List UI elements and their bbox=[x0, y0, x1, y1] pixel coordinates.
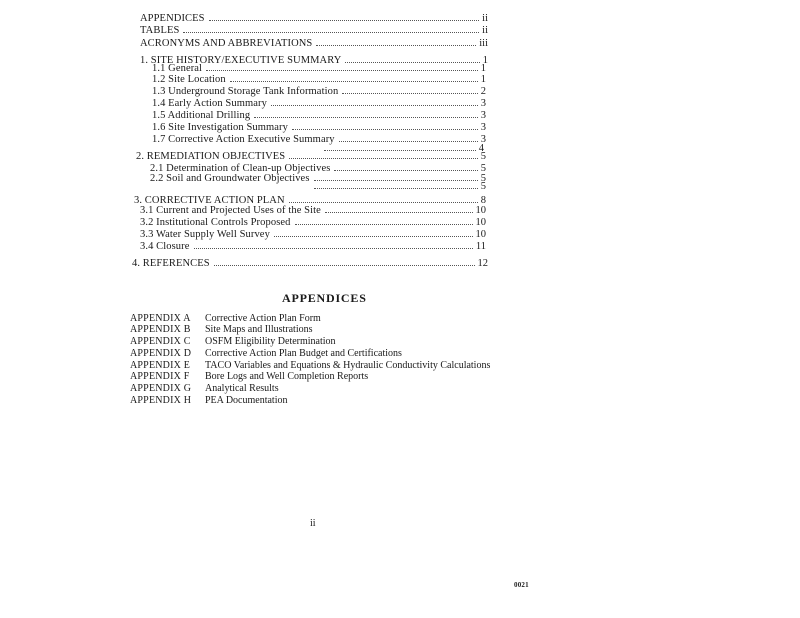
toc-leader bbox=[325, 212, 473, 213]
toc-leader bbox=[274, 236, 473, 237]
toc-label: 2.2 Soil and Groundwater Objectives bbox=[150, 173, 310, 184]
toc-label: 3.2 Institutional Controls Proposed bbox=[140, 217, 291, 228]
toc-entry-1-5 bbox=[152, 110, 486, 122]
toc-page-number: 3 bbox=[480, 110, 486, 121]
toc-leader bbox=[289, 202, 478, 203]
toc-page-number: 1 bbox=[482, 55, 488, 66]
appendix-id: APPENDIX G bbox=[130, 383, 192, 394]
appendix-id: APPENDIX H bbox=[130, 395, 192, 406]
page-number: ii bbox=[310, 518, 316, 529]
toc-leader bbox=[342, 93, 477, 94]
toc-page-number: 5 bbox=[480, 151, 486, 162]
toc-label: 3.1 Current and Projected Uses of the Site bbox=[140, 205, 321, 216]
toc-leader bbox=[183, 32, 479, 33]
appendix-title: PEA Documentation bbox=[205, 395, 288, 406]
toc-page-number: 10 bbox=[475, 205, 486, 216]
toc-page-number: 3 bbox=[480, 122, 486, 133]
toc-page-number: 10 bbox=[475, 229, 486, 240]
toc-page-number: 1 bbox=[480, 74, 486, 85]
toc-leader bbox=[254, 117, 477, 118]
appendix-id: APPENDIX D bbox=[130, 348, 192, 359]
toc-label: 3.4 Closure bbox=[140, 241, 190, 252]
toc-label: 1.6 Site Investigation Summary bbox=[152, 122, 288, 133]
toc-entry-3-1 bbox=[140, 205, 486, 217]
appendix-title: Bore Logs and Well Completion Reports bbox=[205, 371, 369, 382]
appendix-title: Site Maps and Illustrations bbox=[205, 324, 313, 335]
toc-entry-section-2 bbox=[136, 151, 486, 163]
toc-entry-3-4 bbox=[140, 241, 486, 253]
toc-entry-1-4 bbox=[152, 98, 486, 110]
toc-leader bbox=[316, 45, 476, 46]
appendix-id: APPENDIX F bbox=[130, 371, 190, 382]
toc-entry-3-3 bbox=[140, 229, 486, 241]
toc-entry-3-2 bbox=[140, 217, 486, 229]
toc-leader bbox=[295, 224, 473, 225]
toc-label: 3.3 Water Supply Well Survey bbox=[140, 229, 270, 240]
toc-label: APPENDICES bbox=[140, 13, 205, 24]
toc-page-number: 10 bbox=[475, 217, 486, 228]
toc-label: 3. CORRECTIVE ACTION PLAN bbox=[134, 195, 285, 206]
toc-label: 1.4 Early Action Summary bbox=[152, 98, 267, 109]
toc-label: 2. REMEDIATION OBJECTIVES bbox=[136, 151, 286, 162]
toc-label: 2.1 Determination of Clean-up Objectives bbox=[150, 163, 331, 174]
appendix-id: APPENDIX B bbox=[130, 324, 191, 335]
toc-page-number: 5 bbox=[480, 163, 486, 174]
toc-entry-tables bbox=[140, 25, 488, 37]
toc-page-number: 11 bbox=[475, 241, 486, 252]
toc-leader bbox=[230, 81, 478, 82]
toc-page-number: 1 bbox=[480, 63, 486, 74]
toc-page-number: ii bbox=[482, 13, 488, 24]
appendix-title: Analytical Results bbox=[205, 383, 279, 394]
toc-entry-1-2 bbox=[152, 74, 486, 86]
toc-label: TABLES bbox=[140, 25, 180, 36]
toc-label: 1.5 Additional Drilling bbox=[152, 110, 251, 121]
toc-leader bbox=[289, 158, 478, 159]
toc-entry-section-4 bbox=[132, 258, 488, 270]
toc-leader bbox=[194, 248, 473, 249]
toc-entry-appendices bbox=[140, 13, 488, 25]
toc-leader bbox=[339, 141, 478, 142]
toc-entry-acronyms bbox=[140, 38, 488, 50]
toc-entry-continuation bbox=[310, 181, 486, 193]
toc-leader bbox=[209, 20, 480, 21]
appendix-title: TACO Variables and Equations & Hydraulic Conductivity Calculations bbox=[205, 360, 491, 371]
toc-label: ACRONYMS AND ABBREVIATIONS bbox=[140, 38, 313, 49]
toc-label: 1.7 Corrective Action Executive Summary bbox=[152, 134, 335, 145]
toc-entry-1-3 bbox=[152, 86, 486, 98]
toc-leader bbox=[314, 188, 478, 189]
toc-page-number: ii bbox=[482, 25, 488, 36]
bates-stamp: 0021 bbox=[514, 581, 529, 589]
toc-leader bbox=[334, 170, 477, 171]
appendix-id: APPENDIX A bbox=[130, 313, 191, 324]
toc-label: 4. REFERENCES bbox=[132, 258, 210, 269]
appendix-title: OSFM Eligibility Determination bbox=[205, 336, 336, 347]
toc-label: 1.2 Site Location bbox=[152, 74, 226, 85]
toc-page-number: 3 bbox=[480, 98, 486, 109]
toc-label: 1.1 General bbox=[152, 63, 203, 74]
toc-label: 1.3 Underground Storage Tank Information bbox=[152, 86, 339, 97]
appendices-heading: APPENDICES bbox=[282, 291, 367, 305]
appendix-title: Corrective Action Plan Budget and Certifications bbox=[205, 348, 402, 359]
toc-page-number: iii bbox=[479, 38, 488, 49]
appendix-id: APPENDIX E bbox=[130, 360, 191, 371]
appendix-title: Corrective Action Plan Form bbox=[205, 313, 321, 324]
toc-page-number: 5 bbox=[480, 173, 486, 184]
toc-label: 1. SITE HISTORY/EXECUTIVE SUMMARY bbox=[140, 55, 342, 66]
toc-page-number: 4 bbox=[478, 143, 484, 154]
toc-page-number: 5 bbox=[480, 181, 486, 192]
toc-page-number: 8 bbox=[480, 195, 486, 206]
appendix-id: APPENDIX C bbox=[130, 336, 191, 347]
toc-page-number: 3 bbox=[480, 134, 486, 145]
toc-leader bbox=[271, 105, 478, 106]
toc-leader bbox=[214, 265, 475, 266]
toc-page-number: 12 bbox=[477, 258, 488, 269]
toc-page-number: 2 bbox=[480, 86, 486, 97]
toc-leader bbox=[206, 70, 478, 71]
toc-leader bbox=[292, 129, 478, 130]
toc-entry-1-6 bbox=[152, 122, 486, 134]
